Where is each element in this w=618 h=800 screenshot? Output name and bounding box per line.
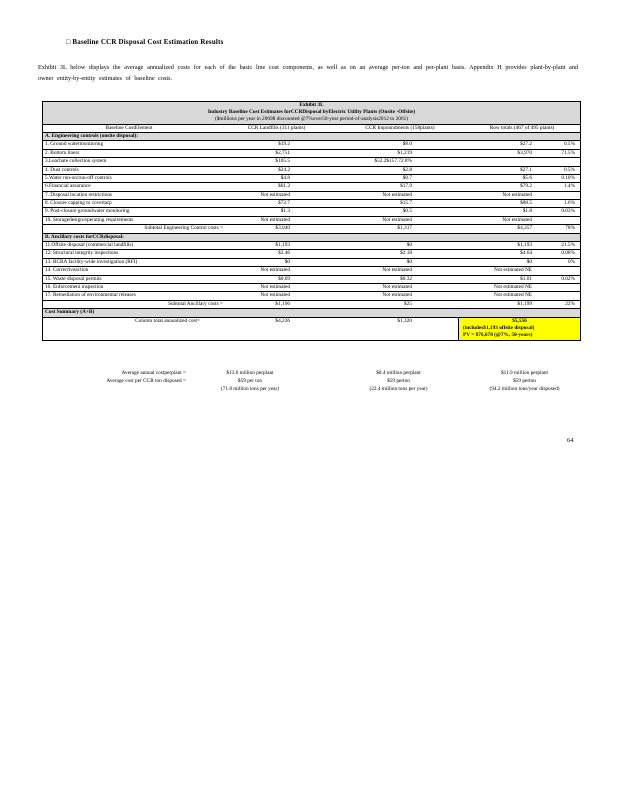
percent-share: 0.10% bbox=[561, 174, 575, 181]
section-a-label: A. Engineering controls (onsite disposal): bbox=[45, 132, 139, 139]
landfills-value: $4.8 bbox=[280, 174, 290, 181]
row-total: $27.2 bbox=[520, 141, 532, 148]
landfills-value: Not estimated bbox=[260, 283, 290, 290]
impoundments-value: $0.7 bbox=[402, 174, 412, 181]
impoundments-value: Not estimated bbox=[382, 283, 412, 290]
row-total: Not estimated NE bbox=[494, 267, 532, 274]
cost-element: 7. Disposal location restrictions bbox=[45, 191, 113, 198]
cost-summary-header bbox=[43, 309, 580, 317]
cost-summary-label: Cost Summary (A+B) bbox=[45, 309, 95, 316]
section-heading: □ Baseline CCR Disposal Cost Estimation Results bbox=[66, 38, 224, 46]
percent-share: 0% bbox=[567, 258, 575, 265]
row-total: $88.5 bbox=[520, 200, 532, 207]
avg-per-plant-landfills: $13.6 million perplant bbox=[226, 370, 274, 376]
intro-paragraph: Exhibit 3L below displays the average annualized costs for each of the basic line cost components, as well as on an average per-ton and per-plant basis. Appendix H provides plant-by-plant and owner entity-by-entity estimates of baseline costs. bbox=[38, 64, 578, 82]
avg-per-plant-impoundments: $8.4 million perplant bbox=[376, 370, 421, 376]
impoundments-value: Not estimated bbox=[382, 267, 412, 274]
table-row bbox=[43, 242, 580, 250]
percent-share: 0.03% bbox=[561, 208, 575, 215]
row-total: $4.64 bbox=[520, 250, 532, 257]
subtotal-a-impoundments: $1,317 bbox=[397, 225, 412, 232]
cost-element: 12. Structural integrity inspections bbox=[45, 250, 119, 257]
table-row bbox=[43, 267, 580, 275]
table-row bbox=[43, 158, 580, 166]
avg-tons-row bbox=[42, 385, 579, 393]
avg-per-plant-total: $11.9 million perplant bbox=[500, 370, 549, 376]
total-highlight-box bbox=[458, 318, 580, 340]
subtotal-a-total: $4,357 bbox=[517, 225, 532, 232]
row-total: $79.2 bbox=[520, 183, 532, 190]
percent-share: 1.6% bbox=[563, 200, 575, 207]
impoundments-value: Not estimated bbox=[382, 216, 412, 223]
cost-element: 4. Dust controls bbox=[45, 166, 79, 173]
landfills-value: Not estimated bbox=[260, 292, 290, 299]
cost-element: 9. Post-closure groundwater monitoring bbox=[45, 208, 130, 215]
landfills-value: $19.2 bbox=[278, 141, 290, 148]
table-row bbox=[43, 167, 580, 175]
impoundments-value: $2.8 bbox=[402, 166, 412, 173]
subtotal-b-landfills: $1,196 bbox=[275, 300, 290, 307]
avg-per-ton-label: Average cost per CCR ton disposed = bbox=[106, 378, 186, 384]
tons-total: (94.2 million tons/year disposed) bbox=[489, 386, 560, 392]
avg-per-ton-landfills: $59 per ton bbox=[237, 378, 263, 384]
total-label: Column total annualized cost= bbox=[135, 317, 200, 324]
landfills-value: $1.3 bbox=[280, 208, 290, 215]
cost-element: 6.Financial assurance bbox=[45, 183, 91, 190]
subtotal-b-label: Subtotal Ancillary costs = bbox=[168, 300, 223, 307]
row-total: $3,970 bbox=[517, 149, 532, 156]
table-row bbox=[43, 217, 580, 225]
row-total: $5.6 bbox=[522, 174, 532, 181]
row-total: $1.01 bbox=[520, 275, 532, 282]
section-b-label: B. Ancillary costs forCCRdisposal: bbox=[45, 233, 124, 240]
landfills-value: $2,751 bbox=[275, 149, 290, 156]
row-total: $0 bbox=[526, 258, 532, 265]
landfills-value: $2.46 bbox=[278, 250, 290, 257]
table-row bbox=[43, 150, 580, 158]
grand-total: $5,556 bbox=[512, 317, 527, 324]
cost-element: 16. Enforcement inspection bbox=[45, 283, 104, 290]
section-b-header bbox=[43, 234, 580, 242]
percent-share: 0.5% bbox=[563, 166, 575, 173]
table-title bbox=[43, 102, 580, 125]
avg-per-plant-row bbox=[42, 369, 579, 377]
landfills-value: $72.7 bbox=[278, 200, 290, 207]
total-impoundments: $1,320 bbox=[397, 317, 412, 324]
impoundments-value: $8.0 bbox=[402, 141, 412, 148]
impoundments-value: $15.7 bbox=[400, 200, 412, 207]
page-number: 64 bbox=[567, 437, 574, 444]
table-row bbox=[43, 200, 580, 208]
impoundments-value: $0.5 bbox=[402, 208, 412, 215]
percent-share: 0.02% bbox=[561, 275, 575, 282]
cost-element: 11.Offsite disposal (commercial landfills) bbox=[45, 242, 134, 249]
averages-block bbox=[42, 369, 579, 393]
impoundments-value: $0 bbox=[406, 258, 412, 265]
row-total: Not estimated bbox=[502, 216, 532, 223]
row-total: Not estimated bbox=[502, 191, 532, 198]
avg-per-ton-row bbox=[42, 377, 579, 385]
landfills-value: Not estimated bbox=[260, 267, 290, 274]
percent-share: 71.5% bbox=[561, 149, 575, 156]
row-total: Not estimated NE bbox=[494, 283, 532, 290]
table-row bbox=[43, 183, 580, 191]
cost-element: 15. Waste disposal permits bbox=[45, 275, 102, 282]
impoundments-value: $0.32 bbox=[400, 275, 412, 282]
subtotal-a-landfills: $3,040 bbox=[275, 225, 290, 232]
cost-element: 10. Storagedesign/operating requirements bbox=[45, 216, 134, 223]
landfills-value: $0 bbox=[284, 258, 290, 265]
total-landfills: $4,236 bbox=[275, 317, 290, 324]
row-total: $1,193 bbox=[517, 242, 532, 249]
subtotal-b-total: $1,199 bbox=[517, 300, 532, 307]
percent-share: 0.5% bbox=[563, 141, 575, 148]
cost-element: 1. Ground watermonitoring bbox=[45, 141, 104, 148]
cost-element: 5.Water run-on/run-off controls bbox=[45, 174, 112, 181]
tons-landfills: (71.8 million tons per year) bbox=[220, 386, 280, 392]
cost-element: 13. RCRA facility-wide investigation (RFI) bbox=[45, 258, 138, 265]
subtotal-a-label: Subtotal Engineering Control costs = bbox=[144, 225, 223, 232]
table-row bbox=[43, 141, 580, 149]
subtotal-b-impoundments: $25 bbox=[404, 300, 412, 307]
col-header-element: Baseline CostElement bbox=[105, 124, 153, 131]
avg-per-ton-impoundments: $59 perton bbox=[387, 378, 410, 384]
cost-element: 14. Correctiveaction bbox=[45, 267, 89, 274]
impoundments-value: $0 bbox=[406, 242, 412, 249]
table-header-row bbox=[43, 125, 580, 133]
cost-element: 8. Closure capping to covertarp bbox=[45, 200, 112, 207]
impoundments-value: $52.2$157.72.8% bbox=[374, 158, 412, 165]
impoundments-value: Not estimated bbox=[382, 292, 412, 299]
exhibit-label: Exhibit 3L bbox=[299, 102, 324, 108]
impoundments-value: $2.18 bbox=[400, 250, 412, 257]
avg-per-ton-total: $59 perton bbox=[513, 378, 536, 384]
table-subtitle-line: ($millions per year in 2009$ discounted @7%over50-year period-of-analysis2012 to 2061) bbox=[214, 116, 409, 123]
landfills-value: $61.2 bbox=[278, 183, 290, 190]
landfills-value: $24.2 bbox=[278, 166, 290, 173]
avg-per-plant-label: Average annual costperplant = bbox=[121, 370, 186, 376]
cost-element: 2. Bottom liners bbox=[45, 149, 80, 156]
grand-total-note: (includes$1,193 offsite disposal) bbox=[463, 324, 535, 331]
subtotal-b-row bbox=[43, 301, 580, 309]
subtotal-a-percent: 78% bbox=[565, 225, 575, 232]
table-row bbox=[43, 250, 580, 258]
cost-element: 3.Leachate collection system bbox=[45, 158, 107, 165]
section-b-rows bbox=[43, 242, 580, 301]
section-a-header bbox=[43, 133, 580, 141]
table-row bbox=[43, 208, 580, 216]
table-row bbox=[43, 276, 580, 284]
cost-table bbox=[42, 101, 581, 341]
table-row bbox=[43, 259, 580, 267]
subtotal-a-row bbox=[43, 225, 580, 233]
grand-total-pv: PV = $76,678 (@7%, 50-years) bbox=[463, 332, 533, 339]
landfills-value: $0.69 bbox=[278, 275, 290, 282]
impoundments-value: $1,219 bbox=[397, 149, 412, 156]
percent-share: 0.08% bbox=[561, 250, 575, 257]
table-row bbox=[43, 175, 580, 183]
landfills-value: $105.5 bbox=[275, 158, 290, 165]
row-total: Not estimated NE bbox=[494, 292, 532, 299]
landfills-value: Not estimated bbox=[260, 191, 290, 198]
impoundments-value: Not estimated bbox=[382, 191, 412, 198]
row-total: $27.1 bbox=[520, 166, 532, 173]
percent-share: 1.4% bbox=[563, 183, 575, 190]
col-header-totals: Row totals (467 of 495 plants) bbox=[489, 124, 555, 131]
landfills-value: Not estimated bbox=[260, 216, 290, 223]
percent-share: 21.5% bbox=[561, 242, 575, 249]
subtotal-b-percent: 22% bbox=[565, 300, 575, 307]
row-total: $1.8 bbox=[522, 208, 532, 215]
table-row bbox=[43, 192, 580, 200]
tons-impoundments: (22.4 million tons per year) bbox=[369, 386, 428, 392]
table-title-line: Industry Baseline Cost Estimates forCCRDisposal byElectric Utility Plants (Onsite -Offsite) bbox=[207, 109, 416, 116]
table-row bbox=[43, 292, 580, 300]
col-header-landfills: CCR Landfills (311 plants) bbox=[247, 124, 306, 131]
impoundments-value: $17.9 bbox=[400, 183, 412, 190]
col-header-impoundments: CCR Impoundments (158plants) bbox=[365, 124, 435, 131]
cost-element: 17. Remediation of environmental releases bbox=[45, 292, 136, 299]
landfills-value: $1,193 bbox=[275, 242, 290, 249]
total-row bbox=[43, 318, 580, 340]
section-a-rows bbox=[43, 141, 580, 225]
